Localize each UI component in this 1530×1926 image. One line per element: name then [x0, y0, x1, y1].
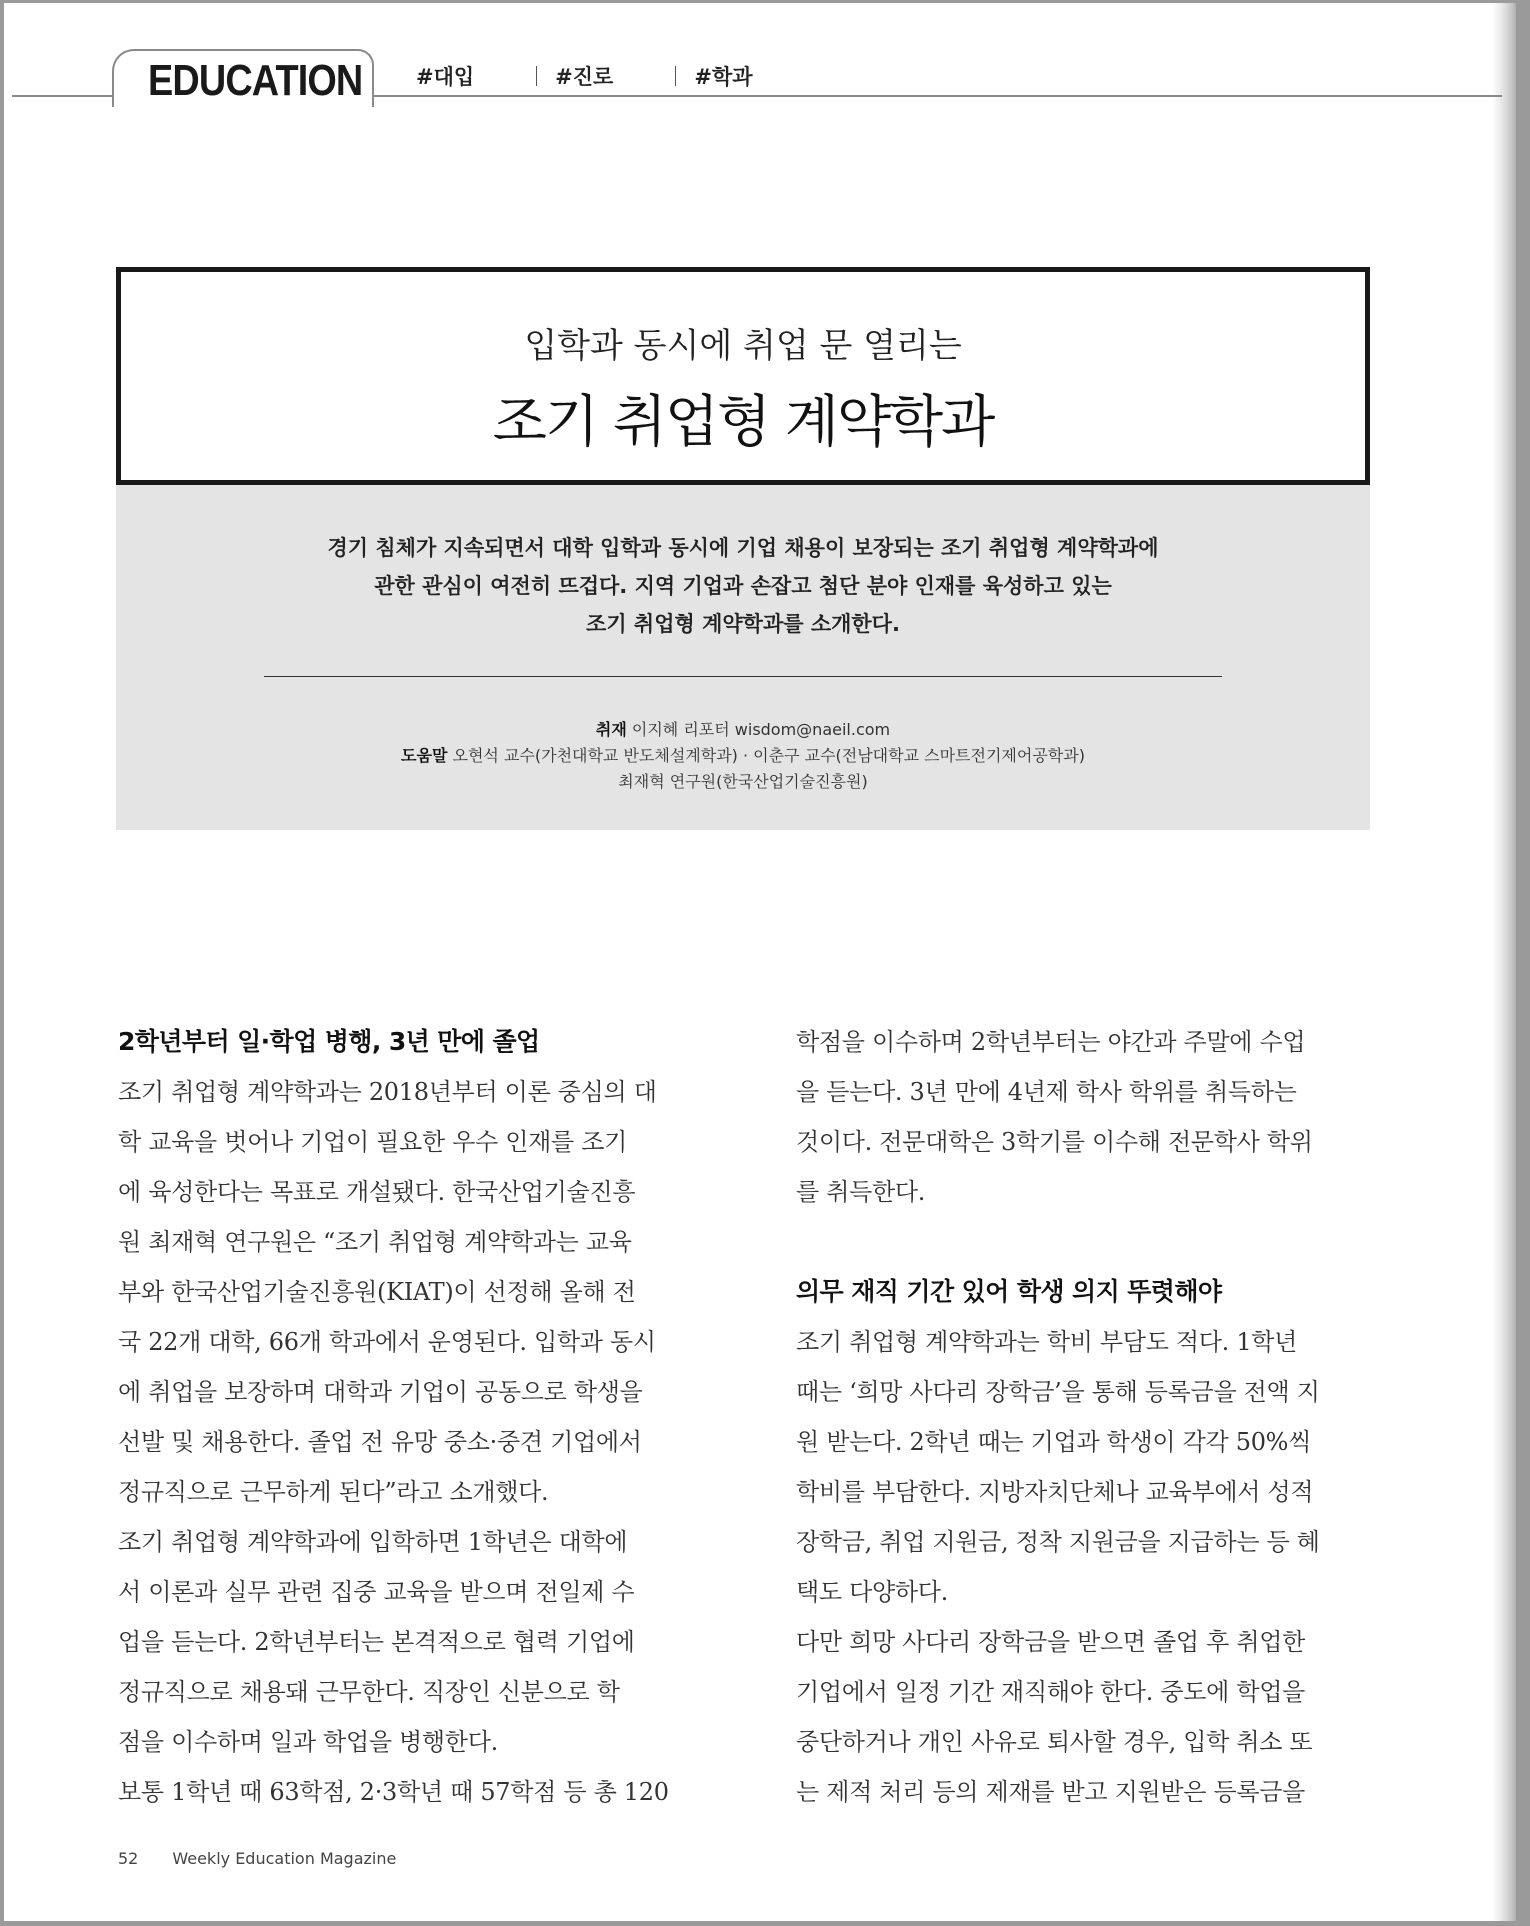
tag-career[interactable]: #진로 — [555, 65, 614, 89]
body-line: 학비를 부담한다. 지방자치단체나 교육부에서 성적 — [796, 1478, 1314, 1506]
section-subhead: 2학년부터 일·학업 병행, 3년 만에 졸업 — [118, 1027, 540, 1056]
page-spine-shadow — [1492, 3, 1516, 1921]
article-credits — [116, 717, 1370, 795]
reporter-credit — [116, 717, 1370, 743]
page-number: 52 — [118, 1849, 139, 1868]
article-headline: 조기 취업형 계약학과 — [492, 390, 994, 455]
body-line: 조기 취업형 계약학과에 입학하면 1학년은 대학에 — [118, 1528, 628, 1556]
body-line: 정규직으로 채용돼 근무한다. 직장인 신분으로 학 — [118, 1678, 620, 1706]
tag-divider — [536, 66, 537, 86]
article-kicker: 입학과 동시에 취업 문 열리는 — [524, 326, 962, 366]
title-box — [116, 267, 1370, 485]
section-subhead: 의무 재직 기간 있어 학생 의지 뚜렷해야 — [796, 1277, 1222, 1306]
tag-major[interactable]: #학과 — [694, 65, 753, 89]
body-line: 서 이론과 실무 관련 집중 교육을 받으며 전일제 수 — [118, 1578, 635, 1606]
lead-divider — [264, 676, 1222, 677]
body-line: 중단하거나 개인 사유로 퇴사할 경우, 입학 취소 또 — [796, 1728, 1313, 1756]
body-column-left — [118, 1017, 698, 1817]
body-column-right — [796, 1017, 1376, 1817]
body-line: 것이다. 전문대학은 3학기를 이수해 전문학사 학위 — [796, 1128, 1313, 1156]
publication-name: Weekly Education Magazine — [172, 1849, 397, 1868]
article-lead — [116, 529, 1370, 643]
reporter-name: 이지혜 리포터 wisdom@naeil.com — [631, 720, 891, 739]
tag-list — [416, 61, 771, 91]
body-line: 장학금, 취업 지원금, 정착 지원금을 지급하는 등 혜 — [796, 1528, 1320, 1556]
body-line: 국 22개 대학, 66개 학과에서 운영된다. 입학과 동시 — [118, 1328, 656, 1356]
section-title: EDUCATION — [148, 56, 363, 105]
lead-line: 경기 침체가 지속되면서 대학 입학과 동시에 기업 채용이 보장되는 조기 취업형 계약학과에 — [327, 536, 1159, 560]
help-line-1: 오현석 교수(가천대학교 반도체설계학과) · 이춘구 교수(전남대학교 스마트전기제어공학과) — [452, 746, 1085, 765]
magazine-page — [4, 3, 1516, 1921]
body-line: 에 육성한다는 목표로 개설됐다. 한국산업기술진흥 — [118, 1178, 636, 1206]
tag-admission[interactable]: #대입 — [416, 65, 475, 89]
lead-line: 관한 관심이 여전히 뜨겁다. 지역 기업과 손잡고 첨단 분야 인재를 육성하고 있는 — [374, 574, 1112, 598]
body-line: 원 최재혁 연구원은 “조기 취업형 계약학과는 교육 — [118, 1228, 632, 1256]
page-footer — [118, 1849, 396, 1868]
body-line: 을 듣는다. 3년 만에 4년제 학사 학위를 취득하는 — [796, 1078, 1297, 1106]
body-line: 선발 및 채용한다. 졸업 전 유망 중소·중견 기업에서 — [118, 1428, 642, 1456]
body-line: 부와 한국산업기술진흥원(KIAT)이 선정해 올해 전 — [118, 1278, 636, 1306]
body-line: 학 교육을 벗어나 기업이 필요한 우수 인재를 조기 — [118, 1128, 627, 1156]
body-line: 조기 취업형 계약학과는 2018년부터 이론 중심의 대 — [118, 1078, 657, 1106]
body-line: 는 제적 처리 등의 제재를 받고 지원받은 등록금을 — [796, 1778, 1305, 1806]
body-line: 업을 듣는다. 2학년부터는 본격적으로 협력 기업에 — [118, 1628, 635, 1656]
body-line: 를 취득한다. — [796, 1178, 926, 1206]
body-line: 학점을 이수하며 2학년부터는 야간과 주말에 수업 — [796, 1028, 1306, 1056]
body-line: 기업에서 일정 기간 재직해야 한다. 중도에 학업을 — [796, 1678, 1305, 1706]
lead-line: 조기 취업형 계약학과를 소개한다. — [586, 612, 900, 636]
body-line: 원 받는다. 2학년 때는 기업과 학생이 각각 50%씩 — [796, 1428, 1312, 1456]
body-line: 보통 1학년 때 63학점, 2·3학년 때 57학점 등 총 120 — [118, 1778, 669, 1806]
body-line: 때는 ‘희망 사다리 장학금’을 통해 등록금을 전액 지 — [796, 1378, 1320, 1406]
help-credit — [116, 743, 1370, 769]
body-line: 점을 이수하며 일과 학업을 병행한다. — [118, 1728, 498, 1756]
body-line: 정규직으로 근무하게 된다”라고 소개했다. — [118, 1478, 549, 1506]
body-line: 에 취업을 보장하며 대학과 기업이 공동으로 학생을 — [118, 1378, 643, 1406]
help-label: 도움말 — [401, 746, 448, 765]
body-line: 조기 취업형 계약학과는 학비 부담도 적다. 1학년 — [796, 1328, 1298, 1356]
help-line-2: 최재혁 연구원(한국산업기술진흥원) — [618, 772, 868, 791]
body-line: 다만 희망 사다리 장학금을 받으면 졸업 후 취업한 — [796, 1628, 1305, 1656]
body-line: 택도 다양하다. — [796, 1578, 948, 1606]
tag-divider — [675, 66, 676, 86]
reporter-label: 취재 — [595, 720, 627, 739]
lead-box — [116, 485, 1370, 830]
paragraph-gap — [796, 1217, 1376, 1267]
